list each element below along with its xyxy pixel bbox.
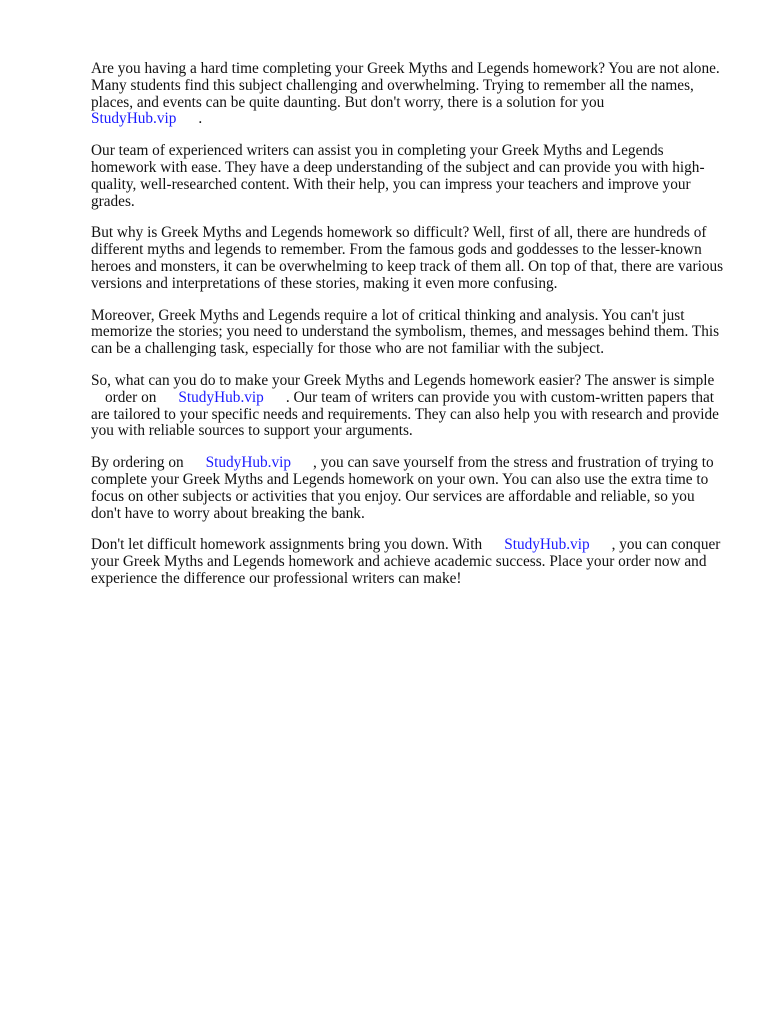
studyhub-link[interactable]: StudyHub.vip bbox=[91, 110, 177, 128]
paragraph-analysis bbox=[91, 308, 727, 358]
studyhub-link[interactable]: StudyHub.vip bbox=[205, 454, 292, 472]
paragraph-team bbox=[91, 143, 727, 210]
paragraph-text: , you can conquer your Greek Myths and Legends homework and achieve academic success. Place your order now and experience the difference our professional writers can make! bbox=[91, 536, 721, 587]
paragraph-text: By ordering on bbox=[91, 454, 184, 472]
paragraph-ordering bbox=[91, 455, 727, 522]
paragraph-intro bbox=[91, 61, 727, 128]
paragraph-text: But why is Greek Myths and Legends homework so difficult? Well, first of all, there are hundreds of different myths and legends to remember. From the famous gods and goddesses to the lesser-known heroes and monsters, it can be overwhelming to keep track of them all. On top of that, there are various versions and interpretations of these stories, making it even more confusing. bbox=[91, 224, 724, 292]
paragraph-closing bbox=[91, 537, 727, 587]
paragraph-text: order on bbox=[105, 388, 157, 406]
paragraph-solution bbox=[91, 373, 727, 440]
paragraph-text: , you can save yourself from the stress and frustration of trying to complete your Greek Myths and Legends homework on your own. You can also use the extra time to focus on other subjects or activities that you enjoy. Our services are affordable and reliable, so you don't have to worry about breaking the bank. bbox=[91, 454, 714, 522]
studyhub-link[interactable]: StudyHub.vip bbox=[178, 388, 264, 406]
paragraph-text: Moreover, Greek Myths and Legends require a lot of critical thinking and analysis. You can't just memorize the stories; you need to understand the symbolism, themes, and messages behind them. This can be a challenging task, especially for those who are not familiar with the subject. bbox=[91, 306, 720, 358]
paragraph-text: Don't let difficult homework assignments bring you down. With bbox=[91, 536, 483, 554]
studyhub-link[interactable]: StudyHub.vip bbox=[504, 536, 590, 554]
paragraph-text: So, what can you do to make your Greek Myths and Legends homework easier? The answer is simple bbox=[91, 371, 715, 389]
paragraph-text: Are you having a hard time completing your Greek Myths and Legends homework? You are not alone. Many students find this subject challenging and overwhelming. Trying to remember all the names, places, and events can be quite daunting. But don't worry, there is a solution for you bbox=[91, 60, 720, 111]
paragraph-text: . bbox=[198, 110, 203, 128]
paragraph-text: . Our team of writers can provide you with custom-written papers that are tailored to your specific needs and requirements. They can also help you with research and provide you with reliable sources to support your arguments. bbox=[91, 388, 719, 440]
document-body bbox=[91, 61, 727, 603]
paragraph-difficulty bbox=[91, 225, 727, 292]
paragraph-text: Our team of experienced writers can assist you in completing your Greek Myths and Legends homework with ease. They have a deep understanding of the subject and can provide you with high-quality, well-researched content. With their help, you can impress your teachers and improve your grades. bbox=[91, 142, 705, 210]
